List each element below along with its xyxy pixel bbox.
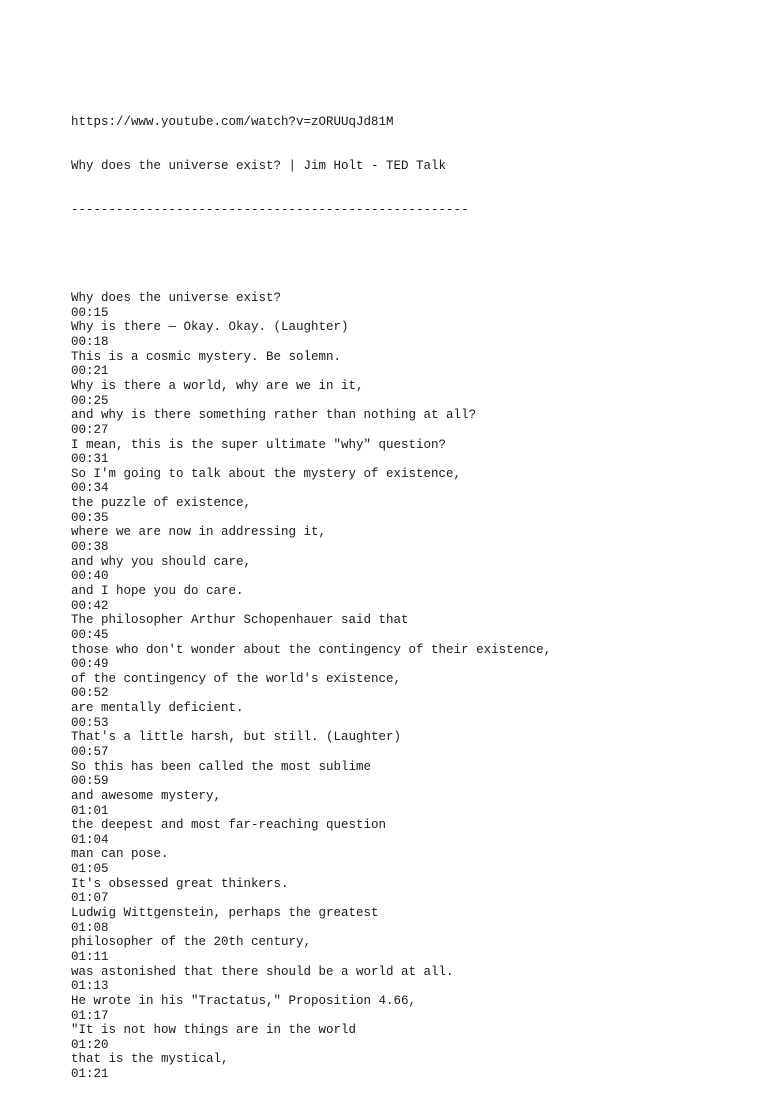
- timestamp: 00:21: [71, 364, 109, 379]
- timestamp: 01:08: [71, 920, 109, 935]
- timestamp: 01:20: [71, 1037, 109, 1052]
- transcript-text: the puzzle of existence,: [71, 496, 252, 511]
- transcript-text: "It is not how things are in the world: [71, 1023, 357, 1038]
- timestamp: 00:52: [71, 686, 109, 701]
- transcript-text: that is the mystical,: [71, 1052, 229, 1067]
- transcript-text: and why is there something rather than nothing at all?: [71, 408, 477, 423]
- timestamp: 00:27: [71, 422, 109, 437]
- timestamp: 00:45: [71, 627, 109, 642]
- video-url: https://www.youtube.com/watch?v=zORUUqJd81M: [71, 115, 394, 130]
- timestamp: 01:17: [71, 1008, 109, 1023]
- timestamp: 00:59: [71, 774, 109, 789]
- timestamp: 00:57: [71, 744, 109, 759]
- timestamp: 00:49: [71, 657, 109, 672]
- transcript-text: where we are now in addressing it,: [71, 525, 327, 540]
- transcript-text: This is a cosmic mystery. Be solemn.: [71, 349, 342, 364]
- transcript-document: [71, 86, 751, 1096]
- transcript-text: those who don't wonder about the contingency of their existence,: [71, 642, 552, 657]
- blank-line: [71, 247, 751, 262]
- timestamp: 01:13: [71, 979, 109, 994]
- transcript-text: and I hope you do care.: [71, 583, 244, 598]
- timestamp: 00:53: [71, 715, 109, 730]
- transcript-text: It's obsessed great thinkers.: [71, 876, 289, 891]
- transcript-text: was astonished that there should be a world at all.: [71, 964, 454, 979]
- timestamp: 01:04: [71, 832, 109, 847]
- title-separator: -----------------------------------------------------: [71, 203, 469, 218]
- timestamp: 00:18: [71, 335, 109, 350]
- timestamp: 01:11: [71, 949, 109, 964]
- timestamp: 00:35: [71, 510, 109, 525]
- timestamp: 01:01: [71, 803, 109, 818]
- transcript-text: So this has been called the most sublime: [71, 759, 372, 774]
- transcript-text: I mean, this is the super ultimate "why" question?: [71, 437, 447, 452]
- timestamp: 01:07: [71, 891, 109, 906]
- timestamp: 01:05: [71, 862, 109, 877]
- transcript-text: the deepest and most far-reaching question: [71, 818, 387, 833]
- transcript-text: are mentally deficient.: [71, 701, 244, 716]
- transcript-text: and why you should care,: [71, 554, 252, 569]
- transcript-text: man can pose.: [71, 847, 169, 862]
- timestamp: 00:42: [71, 598, 109, 613]
- timestamp: 01:21: [71, 1067, 109, 1082]
- transcript-text: Why does the universe exist?: [71, 291, 282, 306]
- timestamp: 00:25: [71, 393, 109, 408]
- transcript-text: Ludwig Wittgenstein, perhaps the greatest: [71, 906, 379, 921]
- timestamp: 00:40: [71, 569, 109, 584]
- timestamp: 00:15: [71, 305, 109, 320]
- document-title: Why does the universe exist? | Jim Holt - TED Talk: [71, 159, 447, 174]
- timestamp: 00:38: [71, 540, 109, 555]
- timestamp: 00:34: [71, 481, 109, 496]
- transcript-text: Why is there — Okay. Okay. (Laughter): [71, 320, 349, 335]
- transcript-text: He wrote in his "Tractatus," Proposition 4.66,: [71, 993, 417, 1008]
- transcript-text: Why is there a world, why are we in it,: [71, 378, 364, 393]
- transcript-text: The philosopher Arthur Schopenhauer said that: [71, 613, 409, 628]
- transcript-text: That's a little harsh, but still. (Laughter): [71, 730, 402, 745]
- transcript-text: So I'm going to talk about the mystery of existence,: [71, 466, 462, 481]
- transcript-text: and awesome mystery,: [71, 788, 222, 803]
- transcript-text: of the contingency of the world's existence,: [71, 671, 402, 686]
- timestamp: 00:31: [71, 452, 109, 467]
- transcript-text: philosopher of the 20th century,: [71, 935, 312, 950]
- transcript-body: [71, 291, 751, 1082]
